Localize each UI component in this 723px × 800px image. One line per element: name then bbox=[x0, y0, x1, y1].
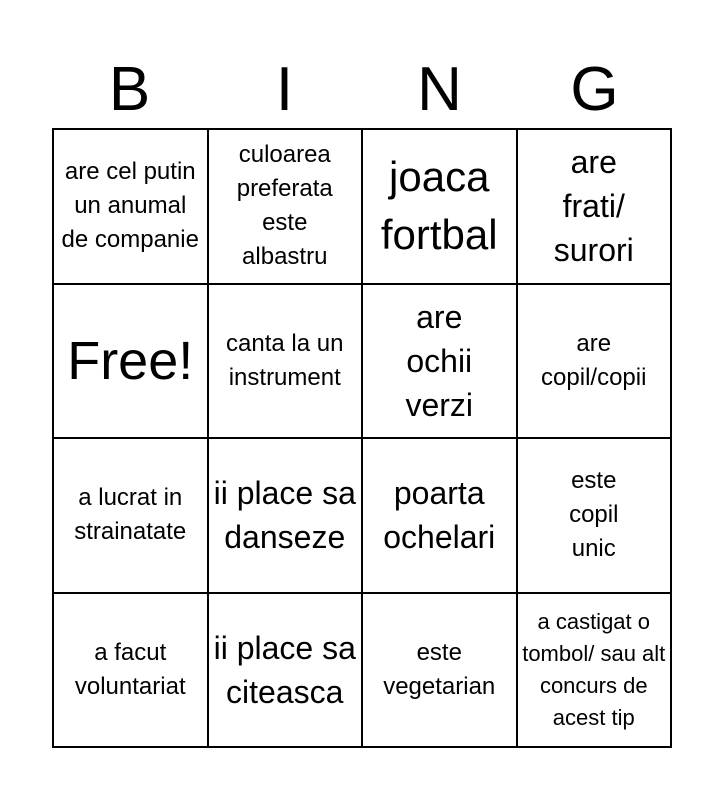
bingo-cell[interactable] bbox=[363, 594, 518, 749]
header-letter-g: G bbox=[570, 55, 619, 124]
header-letter-b: B bbox=[108, 55, 151, 124]
bingo-cell[interactable] bbox=[209, 439, 364, 594]
header-letter-i: I bbox=[275, 55, 294, 124]
cell-text: are copil/copii bbox=[541, 329, 647, 391]
cell-text: a facut voluntariat bbox=[74, 638, 186, 700]
cell-text: poarta ochelari bbox=[383, 475, 496, 556]
cell-text: este copil unic bbox=[569, 467, 619, 563]
bingo-cell[interactable] bbox=[363, 285, 518, 440]
bingo-cell[interactable] bbox=[363, 130, 518, 285]
bingo-header bbox=[52, 52, 672, 128]
cell-text: este vegetarian bbox=[383, 638, 496, 700]
cell-text: a castigat o tombol/ sau alt concurs de acest tip bbox=[522, 608, 666, 730]
cell-text: a lucrat in strainatate bbox=[74, 484, 187, 546]
bingo-cell[interactable] bbox=[518, 285, 673, 440]
bingo-cell[interactable] bbox=[209, 594, 364, 749]
bingo-cell[interactable] bbox=[54, 594, 209, 749]
cell-text: canta la un instrument bbox=[226, 329, 344, 391]
cell-text: ii place sa danseze bbox=[213, 475, 356, 556]
bingo-cell[interactable] bbox=[518, 594, 673, 749]
bingo-cell[interactable] bbox=[518, 439, 673, 594]
bingo-cell[interactable] bbox=[363, 439, 518, 594]
bingo-grid bbox=[52, 128, 672, 748]
free-space-label: Free! bbox=[67, 330, 194, 391]
cell-text: ii place sa citeasca bbox=[213, 629, 356, 710]
bingo-cell[interactable] bbox=[209, 285, 364, 440]
bingo-cell[interactable] bbox=[54, 439, 209, 594]
bingo-cell[interactable] bbox=[54, 130, 209, 285]
cell-text: are ochii verzi bbox=[405, 298, 474, 423]
cell-text: are cel putin un anumal de companie bbox=[61, 158, 199, 254]
free-space-cell[interactable] bbox=[54, 285, 209, 440]
header-letter-n: N bbox=[417, 55, 462, 124]
bingo-cell[interactable] bbox=[209, 130, 364, 285]
cell-text: culoarea preferata este albastru bbox=[236, 141, 333, 271]
bingo-cell[interactable] bbox=[518, 130, 673, 285]
cell-text: are frati/ surori bbox=[553, 144, 634, 269]
cell-text: joaca fortbal bbox=[380, 153, 498, 259]
